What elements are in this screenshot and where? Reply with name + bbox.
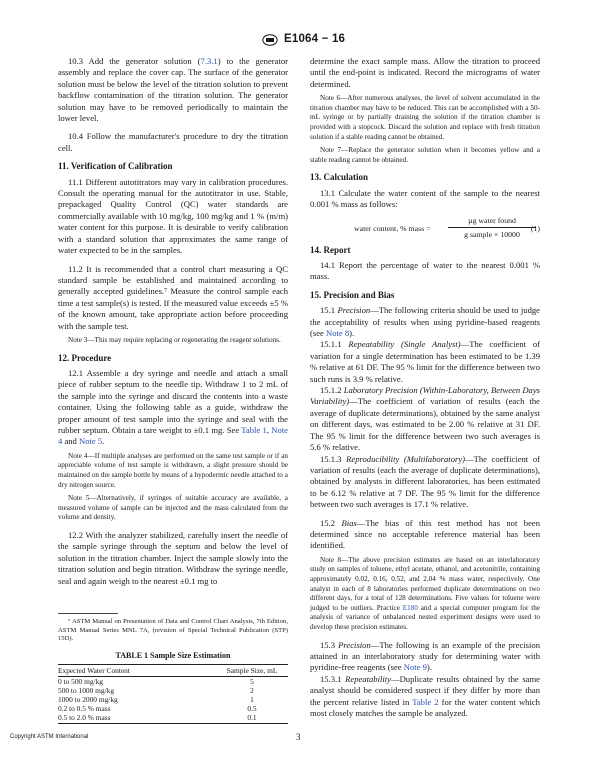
note-4-link[interactable]: Note 4 <box>58 424 288 447</box>
equation-numerator: µg water found <box>448 215 536 228</box>
astm-logo-icon <box>262 34 278 46</box>
note-9-link[interactable]: Note 9 <box>403 662 427 673</box>
footnote-rule <box>58 613 118 614</box>
section-heading-13: 13. Calculation <box>310 172 369 183</box>
note-7: Note 7—Replace the generator solution when it becomes yellow and a stable reading cannot be obtained. <box>310 146 540 164</box>
paragraph-10-3: 10.3 Add the generator solution (7.3.1) to the generator assembly and replace the cover cap. The surface of the generator solution must be below the level of the titration solution to prevent backflow contamination of the titration solution. The generator solution may have to be removed periodically to maintain the lower level. <box>58 56 289 124</box>
paragraph-15-1-1: 15.1.1 Repeatability (Single Analyst)—The coefficient of variation for a single determination has been estimated to be 1.39 % relative at 61 DF. The 95 % limit for the difference between two such runs is 3.9 % relative. <box>310 339 540 384</box>
note-4: Note 4—If multiple analyses are performed on the same test sample or if an appreciable volume of test sample is withdrawn, a slight pressure should be maintained on the sample bottle by means of a hypodermic needle attached to a dry nitrogen source. <box>58 451 288 489</box>
table-1-title: TABLE 1 Sample Size Estimation <box>115 650 231 660</box>
equation-1 <box>310 215 540 241</box>
section-heading-11: 11. Verification of Calibration <box>58 161 173 172</box>
table-header-row <box>58 665 288 677</box>
table-row <box>58 686 288 695</box>
section-heading-14: 14. Report <box>310 244 351 255</box>
standard-designation: E1064 − 16 <box>284 33 346 45</box>
paragraph-14-1: 14.1 Report the percentage of water to the nearest 0.001 % mass. <box>310 260 540 282</box>
paragraph-15-1-3: 15.1.3 Reproducibility (Multilaboratory)—The coefficient of variation of results (each the average of duplicate determinations), obtained by analysts in different laboratories, has been estimated to be 6.12 % relative at 7 DF. The 95 % limit for the difference between two such averages is 17.1 % relative. <box>310 453 540 510</box>
copyright-notice: Copyright ASTM International <box>10 734 89 740</box>
paragraph-11-2: 11.2 It is recommended that a control chart measuring a QC standard sample be established and maintained according to generally accepted guidelines.⁷ Measure the control sample each time a test sample(s) is tested. If the measured value exceeds ±5 % of the known amount, take appropriate action before proceeding with the sample test. <box>58 263 288 331</box>
note-6: Note 6—After numerous analyses, the level of solvent accumulated in the titration chamber may have to be reduced. This can be accomplished with a 50-mL syringe or by partially draining the solution if the titration chamber is provided with a stopcock. Discard the solution and replace with fresh titration solution if a stable reading cannot be obtained. <box>310 94 540 141</box>
table-row <box>58 704 288 713</box>
paragraph-15-2: 15.2 Bias—The bias of this test method has not been determined since no acceptable reference material has been identified. <box>310 517 541 551</box>
paragraph-13-1: 13.1 Calculate the water content of the sample to the nearest 0.001 % mass as follows: <box>310 187 540 210</box>
section-heading-12: 12. Procedure <box>58 352 112 363</box>
paragraph-12-2-continued: determine the exact sample mass. Allow the titration to proceed until the end-point is indicated. Record the micrograms of water determined. <box>310 56 540 89</box>
paragraph-15-3: 15.3 Precision—The following is an example of the precision attained in an interlaboratory study for determining water with pyridine-free reagents (see Note 9). <box>310 639 541 673</box>
note-8-link[interactable]: Note 8 <box>325 328 350 339</box>
ref-7-3-1-link[interactable]: 7.3.1 <box>200 56 218 66</box>
equation-lhs: water content, % mass = <box>354 223 431 233</box>
right-column <box>310 56 540 719</box>
sample-size-table <box>58 664 288 724</box>
paragraph-10-4: 10.4 Follow the manufacturer's procedure to dry the titration cell. <box>58 131 288 153</box>
table-row <box>58 713 288 724</box>
cell-sample-size: 2 <box>250 686 254 696</box>
left-column <box>58 56 288 724</box>
page-number: 3 <box>296 732 301 742</box>
cell-water-content: 1000 to 2000 mg/kg <box>58 695 118 705</box>
page-header <box>0 32 600 50</box>
note-8: Note 8—The above precision estimates are based on an interlaboratory study on samples of toluene, ethyl acetate, ethanol, and acetonitrile, containing approximately 0.02, 0.16, 0.52, and 2.04 % mass water, respectively. One analyst in each of 8 laboratories performed duplicate determinations on two different days, for a total of 128 determinations. Five values for toluene were judged to be outliers. Practice E180 and a special computer program for the analysis of variance of unbalanced nested experiment designs were used to develop these precision estimates. <box>310 555 540 631</box>
cell-water-content: 0.5 to 2.0 % mass <box>58 713 216 724</box>
table-1-link[interactable]: Table 1 <box>241 424 267 435</box>
paragraph-11-1: 11.1 Different autotitrators may vary in calibration procedures. Consult the operating manual for the autotitrator in use. Stable, prepackaged Quality Control (QC) water standards are commercially available with 10 mg/kg, 100 mg/kg and 1 % (m/m) water content for this purpose. It is desirable to verify calibration with a standard solution that approximates the same range of water expected to be in the samples. <box>58 176 288 256</box>
table-row <box>58 695 288 704</box>
table-row <box>58 677 288 687</box>
paragraph-15-1: 15.1 Precision—The following criteria should be used to judge the acceptability of results when using pyridine-based reagents (see Note 8). <box>310 305 540 339</box>
note-5: Note 5—Alternatively, if syringes of suitable accuracy are available, a measured volume of sample can be injected and the mass calculated from the volume and density. <box>58 494 288 522</box>
cell-water-content: 0 to 500 mg/kg <box>58 677 103 687</box>
column-header-sample-size: Sample Size, mL <box>216 665 288 677</box>
table-2-link[interactable]: Table 2 <box>412 696 439 707</box>
equation-fraction <box>448 215 536 241</box>
column-header-water-content: Expected Water Content <box>58 665 216 677</box>
cell-sample-size: 5 <box>250 677 254 687</box>
note-5-link[interactable]: Note 5 <box>79 436 103 447</box>
cell-sample-size: 0.5 <box>247 704 257 714</box>
cell-sample-size: 0.1 <box>216 713 288 724</box>
equation-number: (1) <box>530 223 540 233</box>
cell-sample-size: 1 <box>250 695 254 705</box>
footnote-7: ⁷ ASTM Manual on Presentation of Data and Control Chart Analysis, 7th Edition, ASTM Manual Series MNL 7A, (revision of Special Technical Publication (STP) 15D). <box>58 617 288 643</box>
practice-e180-link[interactable]: E180 <box>402 603 418 612</box>
cell-water-content: 0.2 to 0.5 % mass <box>58 704 111 714</box>
paragraph-15-1-2: 15.1.2 Laboratory Precision (Within-Laboratory, Between Days Variability)—The coefficient of variation of results (each the average of duplicate determinations), obtained by the same analyst on different days, was estimated to be 2.00 % relative at 31 DF. The 95 % limit for the difference between two such averages is 5.6 % relative. <box>310 385 540 453</box>
paragraph-12-2: 12.2 With the analyzer stabilized, carefully insert the needle of the sample syringe through the septum and below the level of solution in the titration chamber. Inject the sample slowly into the titration solution and begin titration. Withdraw the syringe needle, seal and again weigh to the nearest ±0.1 mg to <box>58 529 288 586</box>
section-heading-15: 15. Precision and Bias <box>310 289 395 300</box>
paragraph-15-3-1: 15.3.1 Repeatability—Duplicate results obtained by the same analyst should be considered suspect if they differ by more than the percent relative listed in Table 2 for the water content which most closely matches the sample be analyzed. <box>310 673 540 718</box>
note-3: Note 3—This may require replacing or regenerating the reagent solutions. <box>68 335 281 344</box>
paragraph-12-1: 12.1 Assemble a dry syringe and needle and attach a small piece of rubber septum to the needle tip. Withdraw 1 to 2 mL of the sample into the syringe and discard the contents into a waste container. Using the following table as a guide, withdraw the proper amount of test sample into the syringe and seal with the rubber septum. Obtain a tare weight to ±0.1 mg. See Table 1, Note 4 and Note 5. <box>58 367 288 447</box>
cell-water-content: 500 to 1000 mg/kg <box>58 686 115 696</box>
equation-denominator: g sample × 10000 <box>464 230 520 239</box>
